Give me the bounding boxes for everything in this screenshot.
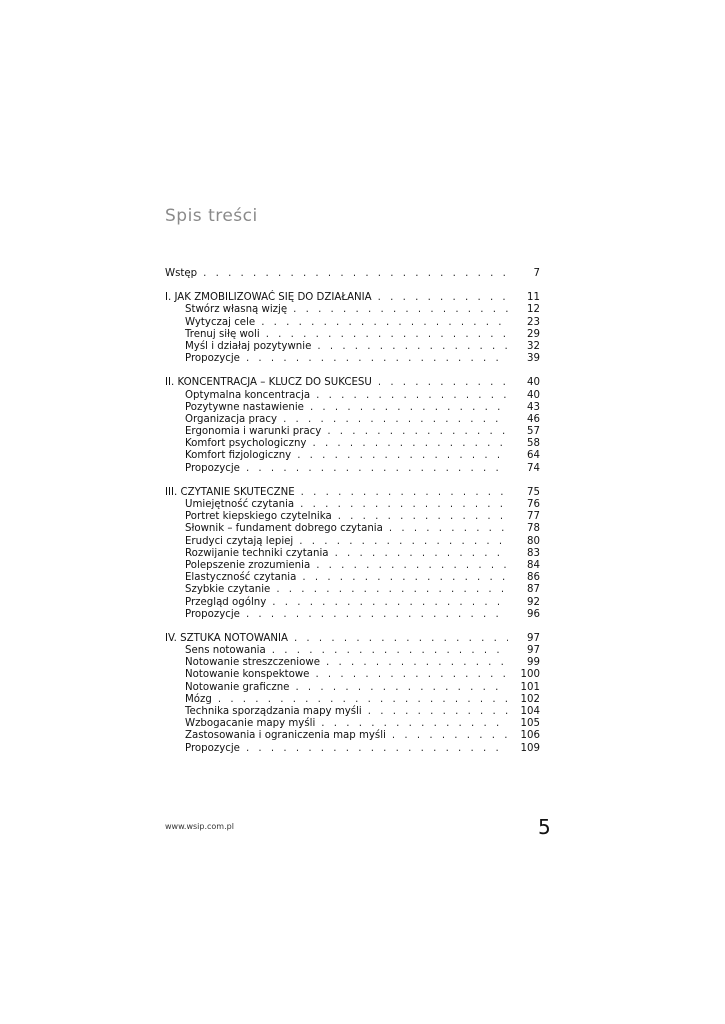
toc-entry-row <box>165 341 540 353</box>
toc-entry-row <box>165 317 540 329</box>
toc-dot-leader <box>301 487 508 499</box>
toc-entry-label: Pozytywne nastawienie <box>185 401 304 413</box>
toc-dot-leader <box>299 536 508 548</box>
toc-chapter-row <box>165 633 540 645</box>
toc-entry-page: 43 <box>527 401 540 413</box>
toc-entry-page: 109 <box>520 742 540 754</box>
toc-dot-leader <box>302 572 508 584</box>
toc-entry-page: 101 <box>520 681 540 693</box>
toc-entry-row <box>165 743 540 755</box>
toc-dot-leader <box>276 584 508 596</box>
toc-entry-page: 83 <box>527 547 540 559</box>
toc-entry-page: 29 <box>527 328 540 340</box>
page-number: 5 <box>538 815 551 839</box>
toc-dot-leader <box>266 329 508 341</box>
toc-entry-label: Optymalna koncentracja <box>185 389 311 401</box>
toc-entry-label: Propozycje <box>185 742 240 754</box>
toc-dot-leader <box>272 645 508 657</box>
toc-entry-label: Słownik – fundament dobrego czytania <box>185 523 383 535</box>
toc-entry-label: Myśl i działaj pozytywnie <box>185 340 312 352</box>
toc-entry-page: 32 <box>527 340 540 352</box>
toc-entry-row <box>165 645 540 657</box>
toc-entry-page: 100 <box>520 669 540 681</box>
toc-entry-row <box>165 669 540 681</box>
toc-dot-leader <box>310 402 508 414</box>
toc-dot-leader <box>326 657 508 669</box>
toc-entry-page: 86 <box>527 572 540 584</box>
toc-entry-label: Technika sporządzania mapy myśli <box>185 706 362 717</box>
toc-entry-page: 64 <box>527 450 540 462</box>
toc-dot-leader <box>203 268 508 280</box>
toc-entry-label: Zastosowania i ograniczenia map myśli <box>185 730 386 742</box>
toc-entry-page: 99 <box>527 657 540 669</box>
toc-entry-page: 77 <box>527 511 540 523</box>
toc-dot-leader <box>261 317 508 329</box>
toc-entry-label: Notowanie konspektowe <box>185 669 310 681</box>
toc-dot-leader <box>316 390 508 402</box>
toc-entry-page: 106 <box>520 730 540 742</box>
toc-entry-row <box>165 572 540 584</box>
toc-entry-page: 96 <box>527 608 540 620</box>
toc-entry-row <box>165 353 540 365</box>
toc-entry-row <box>165 390 540 402</box>
toc-entry-label: Umiejętność czytania <box>185 499 295 510</box>
toc-entry-label: Ergonomia i warunki pracy <box>185 426 322 438</box>
toc-chapter-row <box>165 377 540 389</box>
toc-entry-label: Komfort psychologiczny <box>185 438 307 450</box>
toc-dot-leader <box>335 548 508 560</box>
toc-entry-row <box>165 706 540 718</box>
toc-entry-label: III. CZYTANIE SKUTECZNE <box>165 486 295 498</box>
toc-entry-row <box>165 694 540 706</box>
toc-dot-leader <box>378 377 508 389</box>
toc-entry-label: Notowanie graficzne <box>185 681 290 693</box>
toc-entry-row <box>165 329 540 341</box>
toc-entry-row <box>165 426 540 438</box>
toc-entry-page: 104 <box>520 706 540 717</box>
toc-dot-leader <box>283 414 508 426</box>
toc-dot-leader <box>297 450 508 462</box>
toc-entry-page: 80 <box>527 535 540 547</box>
toc-dot-leader <box>294 633 508 645</box>
toc-entry-page: 78 <box>527 523 540 535</box>
toc-entry-row <box>165 499 540 511</box>
toc-entry-page: 74 <box>527 462 540 474</box>
toc-entry-row <box>165 450 540 462</box>
toc-entry-row <box>165 304 540 316</box>
toc-entry-page: 23 <box>527 316 540 328</box>
toc-entry-label: Notowanie streszczeniowe <box>185 657 320 669</box>
toc-dot-leader <box>321 718 508 730</box>
toc-entry-page: 97 <box>527 632 540 644</box>
toc-entry-row <box>165 560 540 572</box>
toc-entry-page: 11 <box>527 292 540 304</box>
publisher-url: www.wsip.com.pl <box>165 822 234 831</box>
toc-dot-leader <box>316 560 508 572</box>
toc-chapter-row <box>165 268 540 280</box>
toc-entry-row <box>165 584 540 596</box>
toc-entry-label: Propozycje <box>185 353 240 365</box>
toc-dot-leader <box>315 669 508 681</box>
toc-entry-row <box>165 657 540 669</box>
toc-chapter-row <box>165 487 540 499</box>
table-of-contents <box>165 268 540 755</box>
toc-dot-leader <box>272 597 508 609</box>
toc-entry-label: Propozycje <box>185 462 240 474</box>
toc-entry-page: 76 <box>527 499 540 510</box>
toc-entry-label: Wytyczaj cele <box>185 316 256 328</box>
toc-entry-page: 75 <box>527 486 540 498</box>
toc-entry-label: Wstęp <box>165 268 198 279</box>
toc-entry-label: Sens notowania <box>185 645 266 657</box>
toc-entry-label: Mózg <box>185 693 212 705</box>
toc-entry-label: Stwórz własną wizję <box>185 304 288 316</box>
toc-entry-page: 39 <box>527 353 540 365</box>
toc-entry-row <box>165 414 540 426</box>
toc-dot-leader <box>295 682 508 694</box>
toc-entry-row <box>165 597 540 609</box>
toc-entry-label: Erudyci czytają lepiej <box>185 535 294 547</box>
toc-entry-label: Przegląd ogólny <box>185 596 267 608</box>
toc-dot-leader <box>246 743 508 755</box>
toc-dot-leader <box>392 730 508 742</box>
toc-dot-leader <box>312 438 508 450</box>
toc-entry-page: 87 <box>527 584 540 596</box>
toc-dot-leader <box>246 609 508 621</box>
toc-entry-page: 97 <box>527 645 540 657</box>
toc-entry-page: 84 <box>527 559 540 571</box>
toc-entry-row <box>165 609 540 621</box>
toc-entry-row <box>165 718 540 730</box>
toc-entry-row <box>165 523 540 535</box>
toc-dot-leader <box>246 353 508 365</box>
page-title: Spis treści <box>165 206 258 226</box>
toc-entry-row <box>165 730 540 742</box>
toc-entry-row <box>165 463 540 475</box>
toc-entry-page: 40 <box>527 389 540 401</box>
toc-entry-page: 7 <box>533 268 540 279</box>
toc-entry-label: Polepszenie zrozumienia <box>185 559 311 571</box>
toc-dot-leader <box>389 523 508 535</box>
toc-entry-row <box>165 548 540 560</box>
toc-entry-row <box>165 682 540 694</box>
toc-entry-row <box>165 511 540 523</box>
toc-dot-leader <box>378 292 508 304</box>
toc-dot-leader <box>293 304 508 316</box>
toc-entry-label: IV. SZTUKA NOTOWANIA <box>165 632 288 644</box>
toc-entry-label: Trenuj siłę woli <box>185 328 260 340</box>
toc-entry-label: Propozycje <box>185 608 240 620</box>
toc-entry-page: 12 <box>527 304 540 316</box>
toc-dot-leader <box>317 341 508 353</box>
toc-entry-page: 40 <box>527 377 540 389</box>
toc-dot-leader <box>218 694 508 706</box>
toc-entry-page: 102 <box>520 693 540 705</box>
toc-entry-label: Wzbogacanie mapy myśli <box>185 718 316 730</box>
toc-entry-row <box>165 402 540 414</box>
toc-entry-page: 57 <box>527 426 540 438</box>
toc-entry-page: 46 <box>527 413 540 425</box>
toc-dot-leader <box>246 463 508 475</box>
toc-entry-label: Rozwijanie techniki czytania <box>185 547 329 559</box>
toc-entry-page: 58 <box>527 438 540 450</box>
toc-dot-leader <box>327 426 508 438</box>
toc-dot-leader <box>338 511 508 523</box>
toc-dot-leader <box>368 706 508 718</box>
toc-entry-label: I. JAK ZMOBILIZOWAĆ SIĘ DO DZIAŁANIA <box>165 292 372 304</box>
toc-entry-row <box>165 438 540 450</box>
toc-entry-page: 92 <box>527 596 540 608</box>
toc-entry-label: Szybkie czytanie <box>185 584 271 596</box>
toc-entry-label: Elastyczność czytania <box>185 572 297 584</box>
toc-entry-label: Portret kiepskiego czytelnika <box>185 511 332 523</box>
toc-dot-leader <box>300 499 508 511</box>
toc-entry-row <box>165 536 540 548</box>
toc-entry-label: II. KONCENTRACJA – KLUCZ DO SUKCESU <box>165 377 372 389</box>
toc-entry-page: 105 <box>520 718 540 730</box>
toc-entry-label: Komfort fizjologiczny <box>185 450 292 462</box>
toc-chapter-row <box>165 292 540 304</box>
toc-entry-label: Organizacja pracy <box>185 413 278 425</box>
